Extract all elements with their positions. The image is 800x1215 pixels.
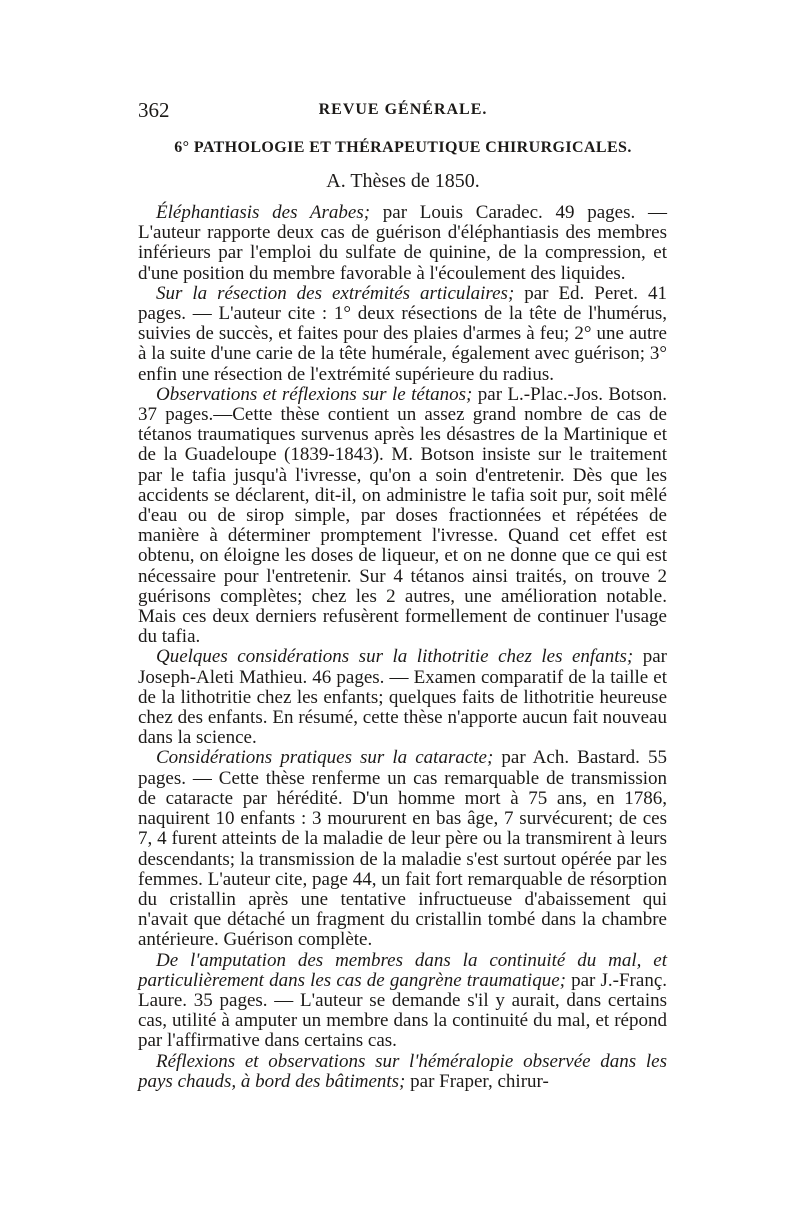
subsection-heading: A. Thèses de 1850. (326, 170, 480, 192)
running-title: REVUE GÉNÉRALE. (318, 101, 488, 118)
thesis-summary: par Louis Caradec. 49 pages. — L'auteur rapporte deux cas de guérison d'éléphantiasis des membres inférieurs par l'emploi du sulfate de quinine, de la compression, et d'une position du membre favorable à l'écoulement des liquides. (138, 202, 667, 284)
thesis-entry (138, 748, 667, 950)
thesis-title: Éléphantiasis des Arabes; (156, 202, 371, 223)
thesis-entry (138, 951, 667, 1052)
page-number: 362 (138, 98, 170, 122)
thesis-title: Observations et réflexions sur le tétanos; (156, 383, 473, 405)
thesis-summary: par Ach. Bastard. 55 pages. — Cette thèse renferme un cas remarquable de transmission de cataracte par hérédité. D'un homme mort à 75 ans, en 1786, naquirent 10 enfants : 3 moururent en bas âge, 7 survécurent; de ces 7, 4 furent atteints de la maladie de leur père ou la transmirent à leurs descendants; la transmission de la maladie s'est surtout opérée par les femmes. L'auteur cite, page 44, un fait fort remarquable de résorption du cristallin après une tentative infructueuse d'abaissement qui n'avait que détaché un fragment du cristallin tombé dans la chambre antérieure. Guérison complète. (138, 747, 667, 951)
thesis-summary: par J.-Franç. Laure. 35 pages. — L'auteur se demande s'il y aurait, dans certains cas, utilité à amputer un membre dans la continuité du mal, et répond par l'affirmative dans certains cas. (138, 969, 667, 1052)
thesis-summary: par Ed. Peret. 41 pages. — L'auteur cite : 1° deux résections de la tête de l'humérus, suivies de succès, et faites pour des plaies d'armes à feu; 2° une autre à la suite d'une carie de la tête humérale, également avec guérison; 3° enfin une résection de l'extrémité supérieure du radius. (138, 282, 667, 385)
thesis-entry (138, 203, 667, 284)
thesis-entry (138, 1052, 667, 1092)
thesis-summary: par L.-Plac.-Jos. Botson. 37 pages.—Cette thèse contient un assez grand nombre de cas de tétanos traumatiques survenus après les désastres de la Martinique et de la Guadeloupe (1839-1843). M. Botson insiste sur le traitement par le tafia jusqu'à l'ivresse, qu'on a soin d'entretenir. Dès que les accidents se déclarent, dit-il, on administre le tafia soit pur, soit mêlé d'eau ou de sirop simple, par doses fractionnées et répétées de manière à déterminer promptement l'ivresse. Quand cet effet est obtenu, on éloigne les doses de liqueur, et on ne donne que ce qui est nécessaire pour l'entretenir. Sur 4 tétanos ainsi traités, on trouve 2 guérisons complètes; chez les 2 autres, une amélioration notable. Mais ces deux derniers refusèrent formellement de continuer l'usage du tafia. (138, 383, 667, 648)
thesis-entry (138, 385, 667, 648)
thesis-title: De l'amputation des membres dans la continuité du mal, et particulièrement dans les cas de gangrène traumatique; (138, 949, 667, 991)
thesis-title: Considérations pratiques sur la cataracte; (156, 747, 494, 769)
thesis-title: Sur la résection des extrémités articulaires; (156, 282, 515, 304)
section-heading: 6° PATHOLOGIE ET THÉRAPEUTIQUE CHIRURGICALES. (174, 139, 632, 156)
thesis-entry (138, 647, 667, 748)
thesis-summary: par Joseph-Aleti Mathieu. 46 pages. — Examen comparatif de la taille et de la lithotritie chez les enfants; quelques faits de lithotritie heureuse chez des enfants. En résumé, cette thèse n'apporte aucun fait nouveau dans la science. (138, 646, 667, 749)
thesis-title: Réflexions et observations sur l'héméralopie observée dans les pays chauds, à bord des bâtiments; (138, 1050, 667, 1092)
thesis-entry (138, 284, 667, 385)
page-header (138, 98, 668, 128)
body-text (138, 203, 667, 1092)
thesis-summary: par Fraper, chirur- (405, 1070, 549, 1092)
thesis-title: Quelques considérations sur la lithotritie chez les enfants; (156, 646, 634, 668)
